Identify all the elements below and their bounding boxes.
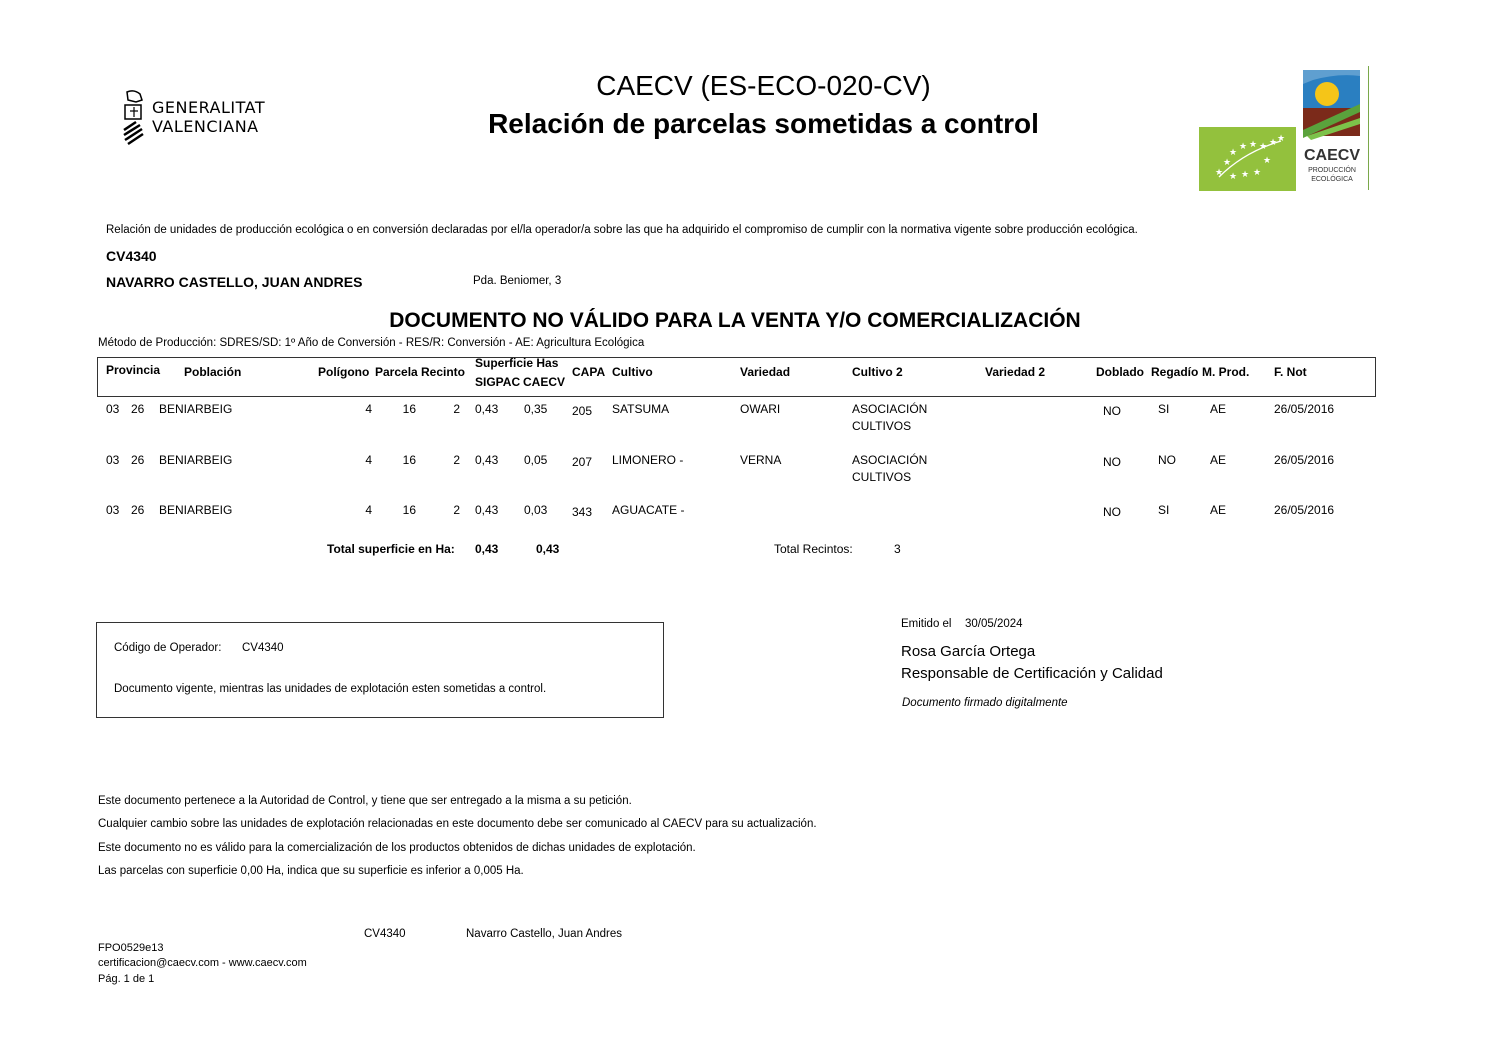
svg-text:★: ★ [1253, 168, 1262, 178]
operator-code-value: CV4340 [242, 642, 284, 654]
cell-poligono: 4 [365, 503, 372, 517]
cell-caecv: 0,03 [524, 503, 548, 517]
operator-address: Pda. Beniomer, 3 [473, 275, 562, 287]
operator-code-label: Código de Operador: [114, 642, 222, 654]
cell-parcela: 16 [402, 402, 416, 416]
contact-link[interactable]: certificacion@caecv.com - www.caecv.com [98, 957, 307, 969]
cell-mprod: AE [1210, 402, 1227, 416]
cell-mprod: AE [1210, 453, 1227, 467]
cell-recinto: 2 [453, 453, 460, 467]
cell-fnot: 26/05/2016 [1274, 402, 1335, 416]
cell-capa: 205 [572, 404, 593, 418]
cell-fnot: 26/05/2016 [1274, 503, 1335, 517]
note-line: Este documento pertenece a la Autoridad de Control, y tiene que ser entregado a la misma a su petición. [98, 795, 632, 807]
col-fnot: F. Not [1274, 365, 1307, 379]
cell-variedad: OWARI [740, 402, 781, 416]
eu-organic-leaf-icon [1199, 127, 1296, 191]
validity-text: Documento vigente, mientras las unidades de explotación esten sometidas a control. [114, 683, 547, 695]
svg-text:★: ★ [1223, 158, 1232, 168]
footer-operator-name: Navarro Castello, Juan Andres [466, 928, 622, 940]
col-regadio: Regadío [1151, 365, 1199, 379]
cell-poblacion: BENIARBEIG [159, 503, 233, 517]
operator-info-box [96, 622, 664, 718]
cell-doblado: NO [1103, 404, 1121, 418]
form-id: FPO0529e13 [98, 942, 164, 954]
cell-municipio: 26 [131, 402, 145, 416]
table-header [97, 357, 1376, 397]
page-title: CAECV (ES-ECO-020-CV) [596, 70, 931, 101]
svg-text:PRODUCCIÓN: PRODUCCIÓN [1308, 167, 1356, 174]
page-subtitle: Relación de parcelas sometidas a control [488, 108, 1039, 139]
svg-text:ECOLÓGICA: ECOLÓGICA [1311, 176, 1353, 183]
caecv-logo-icon [1303, 70, 1365, 190]
cell-recinto: 2 [453, 402, 460, 416]
col-recinto: Recinto [421, 365, 466, 379]
cell-municipio: 26 [131, 503, 145, 517]
cell-poligono: 4 [365, 453, 372, 467]
col-superficie: Superficie Has [475, 356, 559, 370]
col-poblacion: Población [184, 365, 242, 379]
cell-capa: 343 [572, 505, 593, 519]
logo-divider [1368, 66, 1369, 190]
cell-variedad: VERNA [740, 453, 782, 467]
cell-sigpac: 0,43 [475, 402, 499, 416]
total-superficie-label: Total superficie en Ha: [327, 542, 455, 556]
signer-name: Rosa García Ortega [901, 643, 1036, 660]
cell-provincia: 03 [106, 453, 120, 467]
cell-cultivo: LIMONERO - [612, 453, 684, 467]
cell-doblado: NO [1103, 455, 1121, 469]
svg-text:★: ★ [1215, 168, 1224, 178]
col-cultivo2: Cultivo 2 [852, 365, 903, 379]
note-line: Este documento no es válido para la comercialización de los productos obtenidos de dichas unidades de explotación. [98, 842, 696, 854]
svg-text:★: ★ [1259, 142, 1268, 152]
cell-caecv: 0,35 [524, 402, 548, 416]
table-row [0, 503, 1497, 543]
cell-fnot: 26/05/2016 [1274, 453, 1335, 467]
cell-capa: 207 [572, 455, 593, 469]
col-doblado: Doblado [1096, 365, 1144, 379]
cell-mprod: AE [1210, 503, 1227, 517]
col-sigpac: SIGPAC [475, 375, 521, 389]
cell-regadio: NO [1158, 453, 1176, 467]
svg-text:★: ★ [1249, 140, 1258, 150]
svg-text:★: ★ [1229, 172, 1238, 182]
footer-operator-code: CV4340 [364, 928, 406, 940]
caecv-logo-text: CAECV [1303, 147, 1361, 164]
svg-text:★: ★ [1269, 138, 1278, 148]
org-name-line1: GENERALITAT [152, 98, 266, 117]
cell-cultivo2-line1: ASOCIACIÓN [852, 402, 928, 416]
signer-role: Responsable de Certificación y Calidad [901, 665, 1163, 682]
svg-text:★: ★ [1263, 156, 1272, 166]
col-variedad2: Variedad 2 [985, 365, 1046, 379]
operator-code: CV4340 [106, 248, 157, 264]
cell-cultivo2-line2: CULTIVOS [852, 470, 912, 484]
cell-sigpac: 0,43 [475, 453, 499, 467]
cell-municipio: 26 [131, 453, 145, 467]
col-caecv: CAECV [523, 375, 566, 389]
col-cultivo: Cultivo [612, 365, 653, 379]
production-method-legend: Método de Producción: SDRES/SD: 1º Año de Conversión - RES/R: Conversión - AE: Agricultura Ecológica [98, 337, 645, 349]
total-sigpac: 0,43 [475, 542, 499, 556]
table-row [0, 453, 1497, 493]
svg-text:★: ★ [1239, 142, 1248, 152]
cell-cultivo: AGUACATE - [612, 503, 685, 517]
cell-cultivo: SATSUMA [612, 402, 670, 416]
cell-poblacion: BENIARBEIG [159, 453, 233, 467]
svg-text:★: ★ [1277, 134, 1286, 144]
cell-cultivo2-line1: ASOCIACIÓN [852, 453, 928, 467]
cell-poblacion: BENIARBEIG [159, 402, 233, 416]
col-variedad: Variedad [740, 365, 791, 379]
cell-caecv: 0,05 [524, 453, 548, 467]
svg-text:★: ★ [1241, 170, 1250, 180]
cell-parcela: 16 [402, 453, 416, 467]
cell-regadio: SI [1158, 503, 1170, 517]
issued-label: Emitido el [901, 618, 952, 630]
cell-regadio: SI [1158, 402, 1170, 416]
note-line: Cualquier cambio sobre las unidades de explotación relacionadas en este documento debe ser comunicado al CAECV para su actualización. [98, 818, 817, 830]
col-capa: CAPA [572, 365, 606, 379]
issued-date: 30/05/2024 [965, 618, 1023, 630]
svg-text:★: ★ [1229, 148, 1238, 158]
total-recintos: 3 [894, 542, 901, 556]
col-parcela: Parcela [375, 365, 418, 379]
cell-doblado: NO [1103, 505, 1121, 519]
note-line: Las parcelas con superficie 0,00 Ha, indica que su superficie es inferior a 0,005 Ha. [98, 865, 524, 877]
table-row [0, 402, 1497, 442]
operator-name: NAVARRO CASTELLO, JUAN ANDRES [106, 274, 363, 290]
digital-signature-note: Documento firmado digitalmente [902, 697, 1068, 709]
total-recintos-label: Total Recintos: [774, 542, 853, 556]
col-provincia: Provincia [106, 363, 161, 377]
total-caecv: 0,43 [536, 542, 560, 556]
cell-sigpac: 0,43 [475, 503, 499, 517]
cell-poligono: 4 [365, 402, 372, 416]
cell-provincia: 03 [106, 503, 120, 517]
page-number: Pág. 1 de 1 [98, 973, 155, 985]
cell-cultivo2-line2: CULTIVOS [852, 419, 912, 433]
col-poligono: Polígono [318, 365, 370, 379]
cell-recinto: 2 [453, 503, 460, 517]
cell-parcela: 16 [402, 503, 416, 517]
cell-provincia: 03 [106, 402, 120, 416]
intro-text: Relación de unidades de producción ecológica o en conversión declaradas por el/la operador/a sobre las que ha adquirido el compromiso de cumplir con la normativa vigente sobre producción ecológica. [106, 224, 1138, 236]
invalid-document-warning: DOCUMENTO NO VÁLIDO PARA LA VENTA Y/O COMERCIALIZACIÓN [389, 309, 1081, 332]
col-mprod: M. Prod. [1202, 365, 1250, 379]
org-name-line2: VALENCIANA [152, 117, 259, 136]
